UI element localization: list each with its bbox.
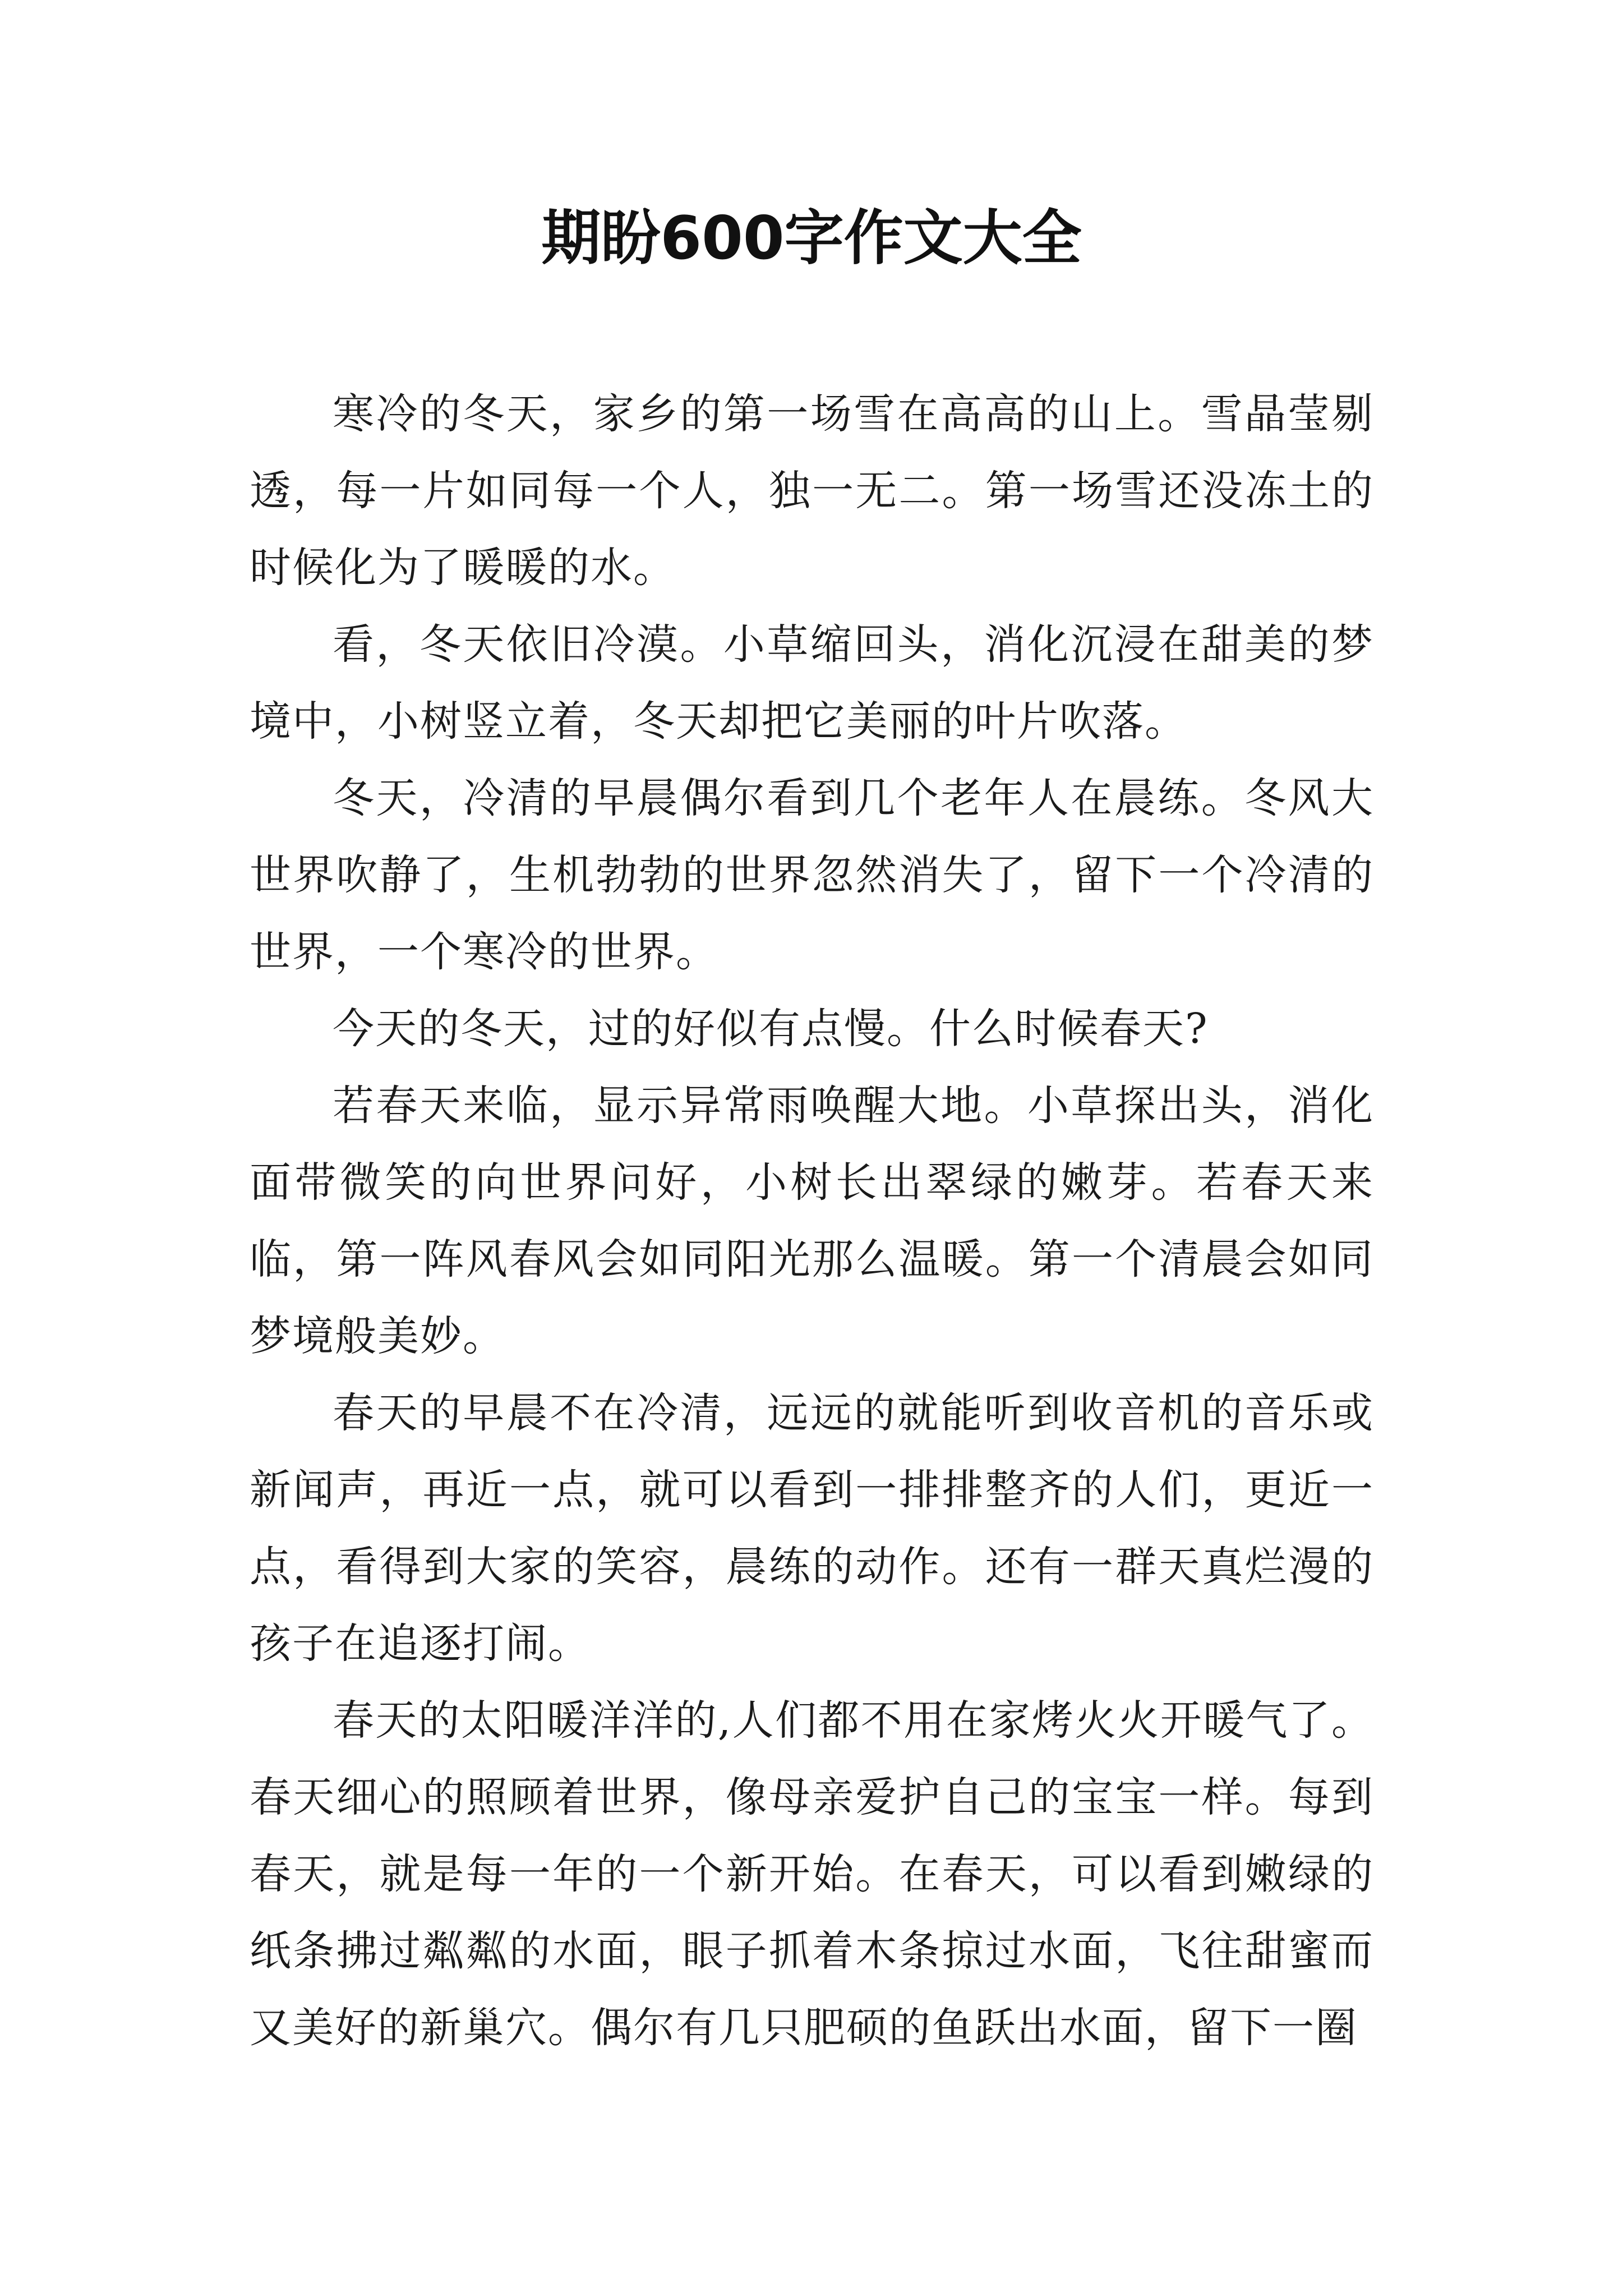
paragraph: 春天的太阳暖洋洋的,人们都不用在家烤火火开暖气了。春天细心的照顾着世界，像母亲爱护自己的宝宝一样。每到春天，就是每一年的一个新开始。在春天，可以看到嫩绿的纸条拂过粼粼的水面，眼子抓着木条掠过水面，飞往甜蜜而又美好的新巢穴。偶尔有几只肥硕的鱼跃出水面，留下一圈 [250, 1696, 1374, 2052]
paragraph: 今天的冬天，过的好似有点慢。什么时候春天? [333, 1005, 1209, 1053]
paragraph: 若春天来临，显示异常雨唤醒大地。小草探出头，消化面带微笑的向世界问好，小树长出翠绿的嫩芽。若春天来临，第一阵风春风会如同阳光那么温暖。第一个清晨会如同梦境般美妙。 [250, 1082, 1374, 1360]
paragraph: 寒冷的冬天，家乡的第一场雪在高高的山上。雪晶莹剔透，每一片如同每一个人，独一无二。第一场雪还没冻土的时候化为了暖暖的水。 [250, 390, 1374, 592]
paragraph: 春天的早晨不在冷清，远远的就能听到收音机的音乐或新闻声，再近一点，就可以看到一排排整齐的人们，更近一点，看得到大家的笑容，晨练的动作。还有一群天真烂漫的孩子在追逐打闹。 [250, 1389, 1374, 1668]
paragraph: 冬天，冷清的早晨偶尔看到几个老年人在晨练。冬风大世界吹静了，生机勃勃的世界忽然消失了，留下一个冷清的世界，一个寒冷的世界。 [250, 774, 1374, 976]
page-title: 期盼600字作文大全 [541, 204, 1082, 273]
paragraph: 看，冬天依旧冷漠。小草缩回头，消化沉浸在甜美的梦境中，小树竖立着，冬天却把它美丽的叶片吹落。 [250, 620, 1374, 746]
essay-body [250, 376, 1374, 2067]
